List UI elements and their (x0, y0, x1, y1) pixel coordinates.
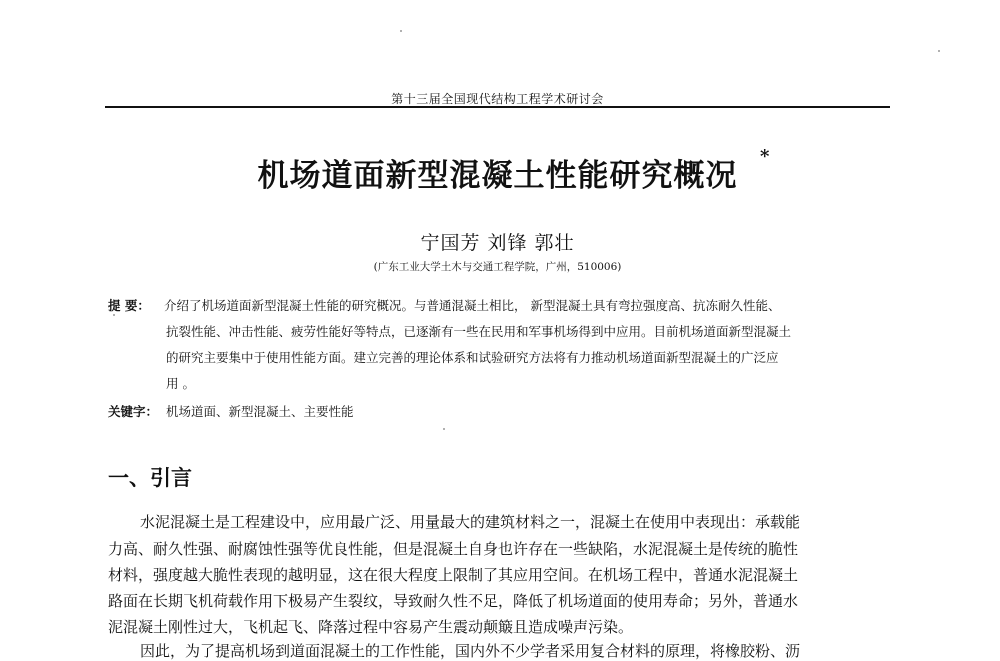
authors: 宁国芳 刘锋 郭壮 (420, 232, 575, 254)
scan-speck (400, 30, 402, 32)
title-footnote-mark: * (760, 146, 770, 167)
body-line: 材料，强度越大脆性表现的越明显，这在很大程度上限制了其应用空间。在机场工程中，普通水泥混凝土 (108, 566, 799, 584)
abstract-label: 提 要： (108, 298, 150, 313)
keywords-text: 机场道面、新型混凝土、主要性能 (166, 404, 354, 419)
body-line: 泥混凝土刚性过大，飞机起飞、降落过程中容易产生震动颠簸且造成噪声污染。 (108, 618, 634, 636)
scan-speck (113, 314, 115, 316)
body-line: 因此，为了提高机场到道面混凝土的工作性能，国内外不少学者采用复合材料的原理，将橡胶粉、沥 (140, 642, 801, 660)
abstract-line: 抗裂性能、冲击性能、疲劳性能好等特点，已逐渐有一些在民用和军事机场得到中应用。目前机场道面新型混凝土 (166, 324, 792, 339)
keywords-label: 关键字： (108, 404, 159, 419)
abstract-line: 介绍了机场道面新型混凝土性能的研究概况。与普通混凝土相比， 新型混凝土具有弯拉强度高、抗冻耐久性能、 (164, 298, 781, 313)
affiliation: (广东工业大学土木与交通工程学院，广州，510006) (373, 261, 622, 273)
paper-title: 机场道面新型混凝土性能研究概况 (257, 158, 738, 194)
body-line: 力高、耐久性强、耐腐蚀性强等优良性能，但是混凝土自身也许存在一些缺陷，水泥混凝土是传统的脆性 (108, 540, 799, 558)
abstract-line: 用 。 (166, 376, 195, 391)
running-header: 第十三届全国现代结构工程学术研讨会 (391, 92, 604, 106)
abstract-line: 的研究主要集中于使用性能方面。建立完善的理论体系和试验研究方法将有力推动机场道面新型混凝土的广泛应 (166, 350, 779, 365)
header-rule (105, 106, 890, 108)
body-line: 路面在长期飞机荷载作用下极易产生裂纹，导致耐久性不足，降低了机场道面的使用寿命；另外，普通水 (108, 592, 799, 610)
scan-speck (938, 50, 940, 52)
body-line: 水泥混凝土是工程建设中，应用最广泛、用量最大的建筑材料之一，混凝土在使用中表现出：承载能 (140, 513, 801, 531)
scan-speck (443, 428, 445, 430)
section-heading: 一、引言 (108, 466, 192, 490)
